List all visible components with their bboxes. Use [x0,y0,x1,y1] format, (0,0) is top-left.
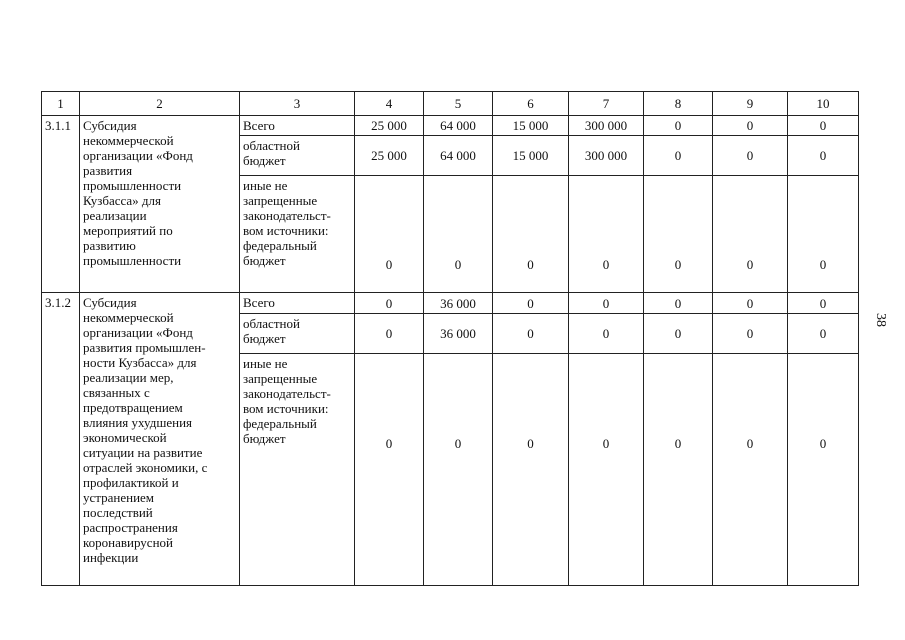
value-cell: 0 [788,176,859,293]
value-cell: 0 [493,176,569,293]
value-cell: 0 [788,354,859,586]
value-cell: 300 000 [569,136,644,176]
value-cell: 0 [569,314,644,354]
value-cell: 36 000 [424,314,493,354]
value-cell: 0 [355,314,424,354]
header-cell: 7 [569,92,644,116]
value-cell: 15 000 [493,116,569,136]
value-cell: 0 [424,354,493,586]
table-header-row [42,92,859,116]
value-cell: 0 [713,136,788,176]
value-cell: 0 [644,293,713,314]
value-cell: 0 [788,116,859,136]
value-cell: 0 [569,293,644,314]
header-cell: 6 [493,92,569,116]
value-cell: 0 [493,354,569,586]
table-row [42,116,859,136]
value-cell: 0 [493,293,569,314]
value-cell: 0 [788,314,859,354]
row-code: 3.1.1 [42,116,80,293]
value-cell: 0 [424,176,493,293]
value-cell: 0 [355,354,424,586]
header-cell: 8 [644,92,713,116]
value-cell: 0 [713,314,788,354]
value-cell: 25 000 [355,136,424,176]
value-cell: 0 [644,354,713,586]
row-name-text: Субсидия некоммерческой организации «Фонд развития промышлен- ности Кузбасса» для реализации мер, связанных с предотвращением влияния ухудшения экономической ситуации на развитие отраслей экономики, с профилактикой и устранением последствий распространения коронавирусной инфекции [83,295,208,565]
value-cell: 0 [569,176,644,293]
source-label-text: иные не запрещенные законодательст- вом источники: федеральный бюджет [243,356,331,446]
value-cell: 0 [355,293,424,314]
source-label [240,176,355,293]
value-cell: 0 [713,176,788,293]
value-cell: 0 [493,314,569,354]
header-cell: 2 [80,92,240,116]
value-cell: 300 000 [569,116,644,136]
header-cell: 10 [788,92,859,116]
row-code: 3.1.2 [42,293,80,586]
row-name [80,116,240,293]
value-cell: 15 000 [493,136,569,176]
source-label: Всего [240,293,355,314]
table-row [42,293,859,314]
value-cell: 0 [713,354,788,586]
budget-table [41,91,859,586]
header-cell: 9 [713,92,788,116]
row-name-text: Субсидия некоммерческой организации «Фонд развития промышленности Кузбасса» для реализации мероприятий по развитию промышленности [83,118,193,268]
source-label-text: областной бюджет [243,138,300,168]
header-cell: 3 [240,92,355,116]
value-cell: 0 [644,314,713,354]
source-label [240,314,355,354]
header-cell: 4 [355,92,424,116]
value-cell: 64 000 [424,136,493,176]
value-cell: 0 [713,116,788,136]
source-label-text: иные не запрещенные законодательст- вом источники: федеральный бюджет [243,178,331,268]
value-cell: 64 000 [424,116,493,136]
page-number: 38 [873,313,888,327]
source-label-text: областной бюджет [243,316,300,346]
value-cell: 0 [569,354,644,586]
value-cell: 0 [355,176,424,293]
header-cell: 5 [424,92,493,116]
value-cell: 0 [644,116,713,136]
value-cell: 36 000 [424,293,493,314]
value-cell: 0 [644,136,713,176]
value-cell: 25 000 [355,116,424,136]
source-label [240,354,355,586]
row-name [80,293,240,586]
value-cell: 0 [644,176,713,293]
value-cell: 0 [713,293,788,314]
value-cell: 0 [788,136,859,176]
value-cell: 0 [788,293,859,314]
header-cell: 1 [42,92,80,116]
source-label: Всего [240,116,355,136]
source-label [240,136,355,176]
